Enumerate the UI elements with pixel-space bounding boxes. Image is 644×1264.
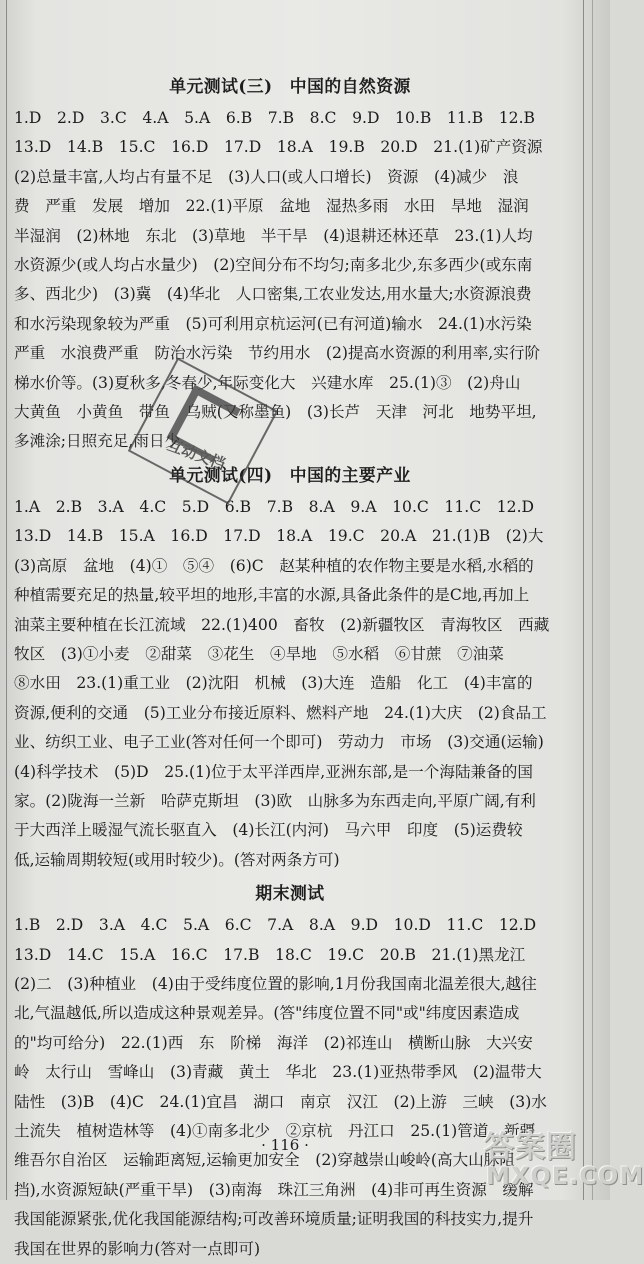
answer-line: 费 严重 发展 增加 22.(1)平原 盆地 湿热多雨 水田 旱地 湿润 <box>14 197 529 216</box>
answer-line: 土流失 植树造林等 (4)①南多北少 ②京杭 丹江口 25.(1)管道 新疆 <box>14 1122 536 1140</box>
watermark-logo-text: 答案圈 <box>484 1130 577 1165</box>
answer-line: 北,气温越低,所以造成这种景观差异。(答"纬度位置不同"或"纬度因素造成 <box>14 1004 520 1023</box>
section-title: 单元测试(三) 中国的自然资源 <box>169 76 411 96</box>
answer-line: 13.D 14.C 15.A 16.C 17.B 18.C 19.C 20.B 21.(1)黑龙江 <box>14 945 526 964</box>
answer-line: 挡),水资源短缺(严重干旱) (3)南海 珠江三角洲 (4)非可再生资源 缓解 <box>14 1180 534 1199</box>
answer-line: 和水污染现象较为严重 (5)可利用京杭运河(已有河道)输水 24.(1)水污染 <box>14 314 532 333</box>
answer-line: 我国能源紧张,优化我国能源结构;可改善环境质量;证明我国的科技实力,提升 <box>14 1210 534 1229</box>
watermark-domain: MXQE.COM <box>486 1162 644 1190</box>
answer-line: 种植需要充足的热量,较平坦的地形,丰富的水源,具备此条件的是C地,再加上 <box>14 586 530 605</box>
answer-line: 大黄鱼 小黄鱼 带鱼 乌贼(又称墨鱼) (3)长芦 天津 河北 地势平坦, <box>14 403 537 422</box>
answer-line: (2)总量丰富,人均占有量不足 (3)人口(或人口增长) 资源 (4)减少 浪 <box>14 167 519 186</box>
answer-line: 1.A 2.B 3.A 4.C 5.D 6.B 7.B 8.A 9.A 10.C 11.C 12.D <box>14 497 535 516</box>
answer-line: 半湿润 (2)林地 东北 (3)草地 半干旱 (4)退耕还林还草 23.(1)人均 <box>14 226 533 245</box>
answer-line: 家。(2)陇海一兰新 哈萨克斯坦 (3)欧 山脉多为东西走向,平原广阔,有利 <box>14 791 536 810</box>
answer-line: 水资源少(或人均占水量少) (2)空间分布不均匀;南多北少,东多西少(或东南 <box>14 256 533 275</box>
answer-line: 资源,便利的交通 (5)工业分布接近原料、燃料产地 24.(1)大庆 (2)食品工 <box>14 703 547 722</box>
answer-line: 13.D 14.B 15.C 16.D 17.D 18.A 19.B 20.D 21.(1)矿产资源 <box>14 138 543 157</box>
answer-line: (3)高原 盆地 (4)① ⑤④ (6)C 赵某种植的农作物主要是水稻,水稻的 <box>14 556 534 575</box>
answer-line: (4)科学技术 (5)D 25.(1)位于太平洋西岸,亚洲东部,是一个海陆兼备的国 <box>14 762 533 781</box>
answer-line: 低,运输周期较短(或用时较少)。(答对两条方可) <box>14 850 340 869</box>
right-margin-line <box>583 0 584 1200</box>
answer-line: 我国在世界的影响力(答对一点即可) <box>14 1239 261 1258</box>
answer-line: 于大西洋上暖湿气流长驱直入 (4)长江(内河) 马六甲 印度 (5)运费较 <box>14 821 523 840</box>
answer-line: 1.D 2.D 3.C 4.A 5.A 6.B 7.B 8.C 9.D 10.B 11.B 12.B <box>14 109 536 127</box>
answer-line: 多滩涂;日照充足,雨日少 <box>14 432 181 451</box>
section-title: 单元测试(四) 中国的主要产业 <box>169 464 411 485</box>
stamp-text: 互动文档 <box>164 435 228 474</box>
section-title: 期末测试 <box>255 883 325 904</box>
answer-line: 1.B 2.D 3.A 4.C 5.A 6.C 7.A 8.A 9.D 10.D 11.C 12.D <box>14 916 537 935</box>
answer-line: 陆性 (3)B (4)C 24.(1)宜昌 湖口 南京 汉江 (2)上游 三峡 (3)水 <box>14 1092 547 1111</box>
answer-line: 的"均可给分) 22.(1)西 东 阶梯 海洋 (2)祁连山 横断山脉 大兴安 <box>14 1033 533 1052</box>
left-binding-line <box>6 0 7 1200</box>
answer-line: (2)二 (3)种植业 (4)由于受纬度位置的影响,1月份我国南北温差很大,越往 <box>14 974 537 993</box>
answer-line: 牧区 (3)①小麦 ②甜菜 ③花生 ④旱地 ⑤水稻 ⑥甘蔗 ⑦油菜 <box>14 644 504 663</box>
answer-line: ⑧水田 23.(1)重工业 (2)沈阳 机械 (3)大连 造船 化工 (4)丰富的 <box>14 674 533 693</box>
page-number: · 116 · <box>261 1136 309 1154</box>
answer-line: 严重 水浪费严重 防治水污染 节约用水 (2)提高水资源的利用率,实行阶 <box>14 344 541 363</box>
right-edge-line <box>592 0 593 1200</box>
answer-line: 岭 太行山 雪峰山 (3)青藏 黄土 华北 23.(1)亚热带季风 (2)温带大 <box>14 1063 542 1082</box>
answer-line: 13.D 14.B 15.A 16.D 17.D 18.A 19.C 20.A 21.(1)B (2)大 <box>14 527 544 546</box>
answer-content <box>14 68 566 1264</box>
answer-line: 油菜主要种植在长江流域 22.(1)400 畜牧 (2)新疆牧区 青海牧区 西藏 <box>14 615 550 634</box>
answer-line: 多、西北少) (3)冀 (4)华北 人口密集,工农业发达,用水量大;水资源浪费 <box>14 285 532 304</box>
answer-line: 业、纺织工业、电子工业(答对任何一个即可) 劳动力 市场 (3)交通(运输) <box>14 733 544 752</box>
answer-line: 维吾尔自治区 运输距离短,运输更加安全 (2)穿越崇山峻岭(高大山脉阻 <box>14 1151 515 1170</box>
site-watermark <box>476 1122 644 1196</box>
answer-line: 梯水价等。(3)夏秋多,冬春少,年际变化大 兴建水库 25.(1)③ (2)舟山 <box>14 373 521 392</box>
